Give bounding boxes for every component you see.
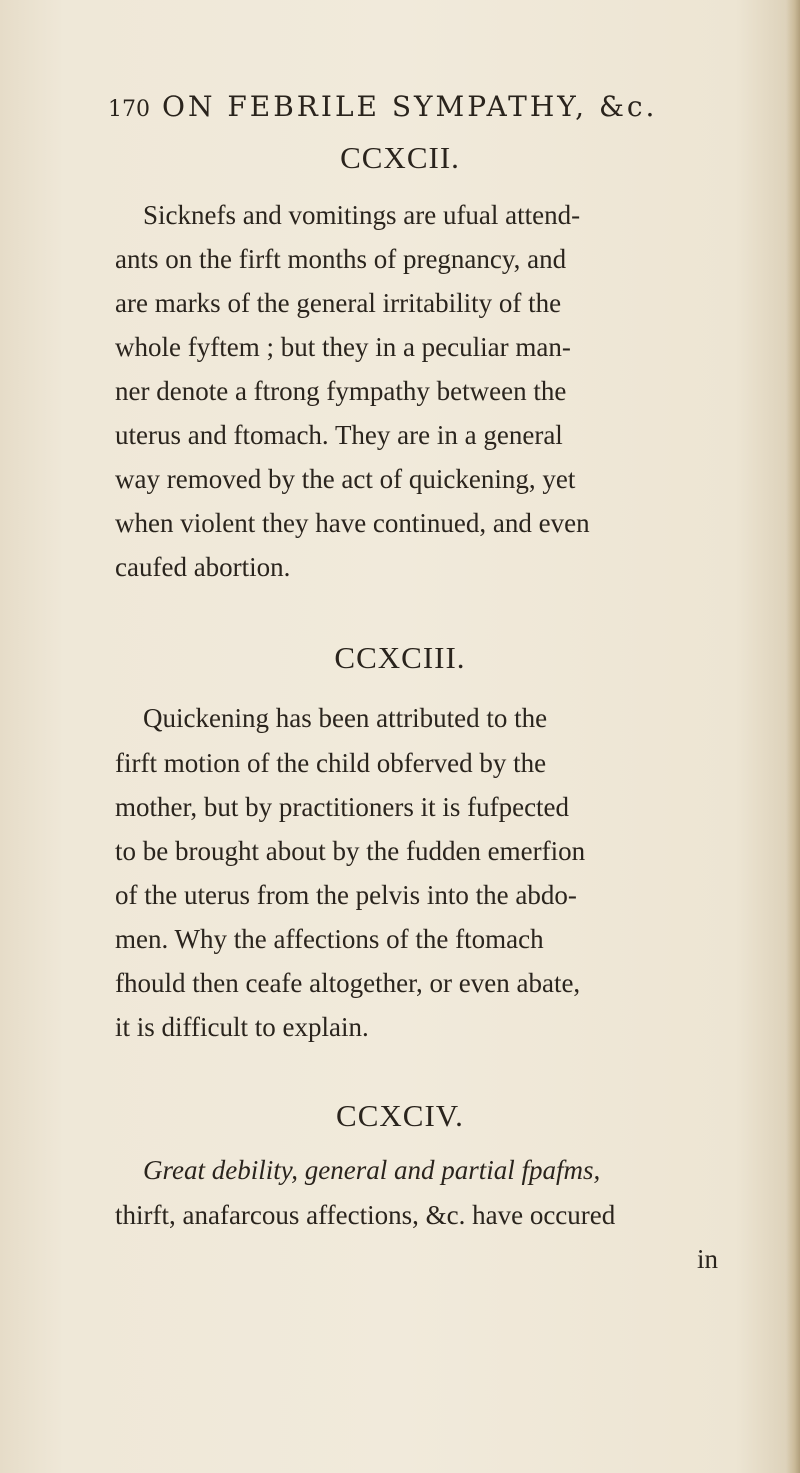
text-line: Quickening has been attributed to the (143, 703, 548, 733)
text-line: are marks of the general irritability of the (115, 288, 562, 318)
text-line: Great debility, general and partial fpafms, (143, 1155, 601, 1185)
text-line: men. Why the affections of the ftomach (115, 924, 544, 954)
text-line: to be brought about by the fudden emerfion (115, 836, 586, 866)
section-heading-ccxciv: CCXCIV. (336, 1098, 464, 1133)
text-line: when violent they have continued, and even (115, 508, 590, 538)
text-line: mother, but by practitioners it is fufpected (115, 792, 570, 822)
text-line: way removed by the act of quickening, yet (115, 464, 576, 494)
running-head (108, 90, 657, 123)
page-number: 170 (108, 97, 150, 122)
section-heading-ccxcii: CCXCII. (340, 140, 460, 175)
text-line: caufed abortion. (115, 552, 291, 582)
text-line: uterus and ftomach. They are in a general (115, 420, 563, 450)
text-line: thirft, anafarcous affections, &c. have occured (115, 1200, 616, 1230)
text-line: of the uterus from the pelvis into the abdo- (115, 880, 577, 910)
section-heading-ccxciii: CCXCIII. (334, 640, 466, 675)
text-line: ner denote a ftrong fympathy between the (115, 376, 567, 406)
text-line: firft motion of the child obferved by the (115, 748, 547, 778)
text-line: it is difficult to explain. (115, 1012, 369, 1042)
text-line: fhould then ceafe altogether, or even abate, (115, 968, 581, 998)
text-line: whole fyftem ; but they in a peculiar man- (115, 332, 571, 362)
page-edge-shadow (786, 0, 800, 1473)
running-head-title: ON FEBRILE SYMPATHY, &c. (162, 90, 658, 123)
catchword: in (697, 1244, 719, 1274)
text-line: Sicknefs and vomitings are ufual attend- (143, 200, 581, 230)
text-line: ants on the firft months of pregnancy, and (115, 244, 567, 274)
